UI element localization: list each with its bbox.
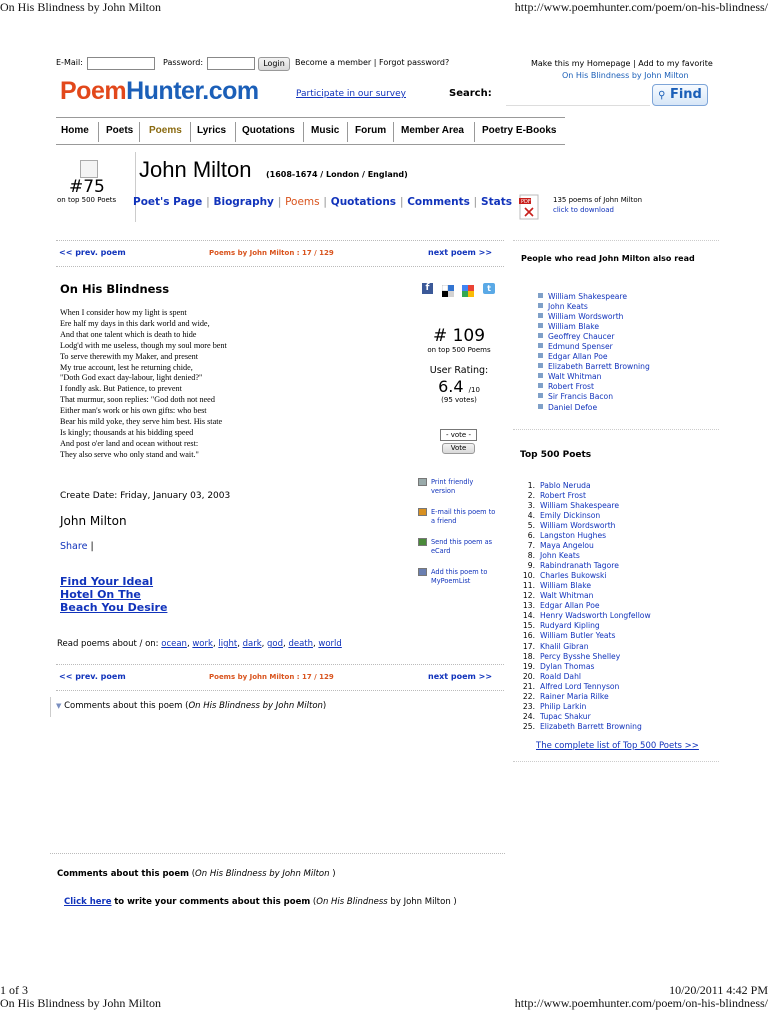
top500-heading: Top 500 Poets: [520, 450, 592, 460]
poet-rank: #75: [69, 177, 105, 197]
tool-label: Print friendly: [431, 478, 474, 486]
top500-name[interactable]: Rainer Maria Rilke: [540, 691, 609, 701]
poem-author: John Milton: [60, 514, 127, 528]
also-read-name[interactable]: Edmund Spenser: [548, 342, 613, 352]
top-right-links: Make this my Homepage | Add to my favorite: [531, 59, 713, 68]
bullet-icon: [538, 393, 543, 398]
vote-button[interactable]: Vote: [442, 443, 475, 454]
also-read-heading: People who read John Milton also read: [521, 254, 695, 263]
nav-home[interactable]: Home: [61, 125, 89, 136]
poet-details: (1608-1674 / London / England): [266, 170, 408, 179]
rank-number: 25.: [522, 721, 535, 731]
top500-name[interactable]: William Butler Yeats: [540, 631, 616, 641]
become-member-link[interactable]: Become a member: [295, 58, 372, 67]
poet-photo-placeholder: [80, 160, 98, 178]
top500-item[interactable]: [511, 571, 651, 581]
nav-poetry-ebooks[interactable]: Poetry E-Books: [482, 125, 557, 136]
divider: [56, 240, 504, 241]
poem-line: When I consider how my light is spent: [60, 308, 187, 317]
poem-rank: # 109: [432, 326, 486, 346]
top500-name[interactable]: Percy Bysshe Shelley: [540, 651, 621, 661]
login-button[interactable]: Login: [258, 57, 290, 71]
tab-comments[interactable]: Comments: [407, 196, 470, 208]
poem-line: I fondly ask. But Patience, to prevent: [60, 384, 182, 394]
top500-item[interactable]: [511, 722, 651, 732]
divider: [50, 853, 505, 854]
share-link[interactable]: Share: [60, 541, 88, 552]
tag-link-dark[interactable]: dark: [242, 639, 262, 649]
tab-stats[interactable]: Stats: [481, 196, 512, 208]
divider: [56, 664, 504, 665]
top500-name[interactable]: Rabindranath Tagore: [540, 561, 619, 571]
bullet-icon: [538, 323, 543, 328]
tag-link-ocean[interactable]: ocean: [161, 639, 187, 649]
tag-link-work[interactable]: work: [192, 639, 213, 649]
print-footer-url: http://www.poemhunter.com/poem/on-his-blindness/: [514, 996, 768, 1010]
nav-lyrics[interactable]: Lyrics: [197, 125, 227, 136]
top500-item[interactable]: [511, 491, 651, 501]
poem-line: "Doth God exact day-labour, light denied?": [60, 373, 203, 383]
rating-value: 6.4: [438, 377, 464, 396]
bullet-icon: [538, 343, 543, 348]
email-field[interactable]: [87, 57, 155, 70]
twitter-icon[interactable]: t: [483, 283, 495, 294]
bullet-icon: [538, 333, 543, 338]
triangle-down-icon: ▼: [56, 702, 62, 710]
divider: [56, 690, 504, 691]
divider: [50, 697, 51, 717]
poem-line: Ere half my days in this dark world and wide,: [60, 318, 210, 328]
pdf-poem-count: 135 poems of John Milton: [553, 196, 643, 204]
bullet-icon: [538, 353, 543, 358]
also-read-item[interactable]: [538, 392, 650, 402]
poem-line: Bear his mild yoke, they serve him best. His state: [60, 417, 223, 427]
rank-number: 22.: [522, 691, 535, 701]
print-page-url: http://www.poemhunter.com/poem/on-his-blindness/: [514, 0, 768, 14]
top500-name[interactable]: Alfred Lord Tennyson: [540, 681, 620, 691]
rank-number: 4.: [527, 511, 535, 521]
rank-number: 11.: [522, 581, 535, 591]
search-find-button[interactable]: ⚲ Find: [652, 84, 708, 106]
top500-item[interactable]: [511, 591, 651, 601]
user-rating-label: User Rating:: [429, 365, 489, 376]
rank-number: 20.: [522, 671, 535, 681]
top500-item[interactable]: [511, 521, 651, 531]
next-poem-link[interactable]: next poem >>: [428, 248, 493, 257]
nav-poems[interactable]: Poems: [149, 125, 182, 136]
top500-name[interactable]: Dylan Thomas: [540, 661, 595, 671]
bullet-icon: [538, 404, 543, 409]
add-favorite-link[interactable]: Add to my favorite: [638, 59, 713, 68]
poem-title: On His Blindness: [60, 282, 170, 296]
printer-icon: [418, 478, 427, 486]
login-links: Become a member | Forgot password?: [295, 58, 450, 67]
tab-quotations[interactable]: Quotations: [330, 196, 397, 208]
print-datetime: 10/20/2011 4:42 PM: [669, 983, 768, 997]
forgot-password-link[interactable]: Forgot password?: [379, 58, 450, 67]
share-row: Share |: [60, 541, 94, 552]
tab-biography[interactable]: Biography: [213, 196, 274, 208]
top500-name[interactable]: Elizabeth Barrett Browning: [540, 721, 642, 731]
top500-item[interactable]: [511, 581, 651, 591]
print-page-count: 1 of 3: [0, 983, 28, 997]
tag-link-light[interactable]: light: [218, 639, 238, 649]
top500-name[interactable]: Roald Dahl: [540, 671, 582, 681]
top500-name[interactable]: Maya Angelou: [540, 541, 594, 551]
also-read-item[interactable]: [538, 332, 650, 342]
top500-item[interactable]: [511, 642, 651, 652]
bullet-icon: [538, 383, 543, 388]
password-field[interactable]: [207, 57, 255, 70]
rank-number: 19.: [522, 661, 535, 671]
poem-line: And post o'er land and ocean without rest:: [60, 438, 199, 448]
next-poem-link-bottom[interactable]: next poem >>: [428, 672, 493, 681]
bullet-icon: [538, 373, 543, 378]
top500-item[interactable]: [511, 601, 651, 611]
also-read-name[interactable]: Edgar Allan Poe: [548, 352, 608, 362]
top500-item[interactable]: [511, 662, 651, 672]
divider: [135, 152, 136, 222]
also-read-item[interactable]: [538, 403, 650, 413]
print-page-title: On His Blindness by John Milton: [0, 0, 162, 14]
prev-poem-link[interactable]: << prev. poem: [59, 248, 126, 257]
search-input[interactable]: [506, 84, 650, 106]
tool-label: Add this poem to: [431, 568, 488, 576]
top500-name[interactable]: Emily Dickinson: [540, 511, 601, 521]
poem-line: Either man's work or his own gifts: who best: [60, 406, 207, 416]
also-read-name[interactable]: Sir Francis Bacon: [548, 392, 614, 402]
top500-name[interactable]: Robert Frost: [540, 491, 586, 501]
top500-item[interactable]: [511, 652, 651, 662]
top500-item[interactable]: [511, 511, 651, 521]
top500-complete-link[interactable]: The complete list of Top 500 Poets >>: [536, 741, 699, 751]
also-read-item[interactable]: [538, 302, 650, 312]
hotel-ad-link[interactable]: Find Your Ideal Hotel On The Beach You Desire: [60, 575, 168, 614]
also-read-name[interactable]: Geoffrey Chaucer: [548, 332, 615, 342]
bullet-icon: [538, 363, 543, 368]
facebook-icon[interactable]: f: [422, 283, 433, 294]
rank-number: 17.: [522, 641, 535, 651]
comments-heading: Comments about this poem (On His Blindness by John Milton ): [57, 869, 336, 879]
rank-number: 9.: [527, 561, 535, 571]
rank-number: 6.: [527, 531, 535, 541]
nav-member-area[interactable]: Member Area: [401, 125, 464, 136]
top500-name[interactable]: John Keats: [540, 551, 580, 561]
top500-name[interactable]: William Wordsworth: [540, 521, 616, 531]
top500-name[interactable]: William Blake: [540, 581, 592, 591]
vote-count: (95 votes): [441, 396, 477, 404]
top500-item[interactable]: [511, 481, 651, 491]
top500-name[interactable]: Henry Wadsworth Longfellow: [540, 611, 651, 621]
top500-name[interactable]: Rudyard Kipling: [540, 621, 600, 631]
poet-tabs: Poet's Page | Biography | Poems | Quotations | Comments | Stats: [133, 196, 512, 208]
poem-line: My true account, lest he returning chide,: [60, 362, 193, 372]
rank-number: 21.: [522, 681, 535, 691]
header-poem-subtitle: On His Blindness by John Milton: [562, 71, 689, 80]
poet-rank-caption: on top 500 Poets: [57, 196, 117, 204]
also-read-item[interactable]: [538, 312, 650, 322]
tag-link-world[interactable]: world: [318, 639, 342, 649]
rank-number: 8.: [527, 551, 535, 561]
tool-label: Send this poem as: [431, 538, 493, 546]
rank-number: 15.: [522, 621, 535, 631]
top500-item[interactable]: [511, 712, 651, 722]
rank-number: 13.: [522, 601, 535, 611]
delicious-icon[interactable]: [442, 282, 454, 294]
survey-link[interactable]: Participate in our survey: [296, 89, 406, 99]
google-icon[interactable]: [462, 282, 474, 294]
poem-line: Lodg'd with me useless, though my soul more bent: [60, 340, 227, 350]
write-comment-link[interactable]: Click here: [64, 897, 112, 907]
top500-name[interactable]: Edgar Allan Poe: [540, 601, 600, 611]
top500-name[interactable]: Khalil Gibran: [540, 641, 589, 651]
top500-name[interactable]: William Shakespeare: [540, 501, 620, 511]
nav-quotations[interactable]: Quotations: [242, 125, 295, 136]
top500-item[interactable]: [511, 531, 651, 541]
also-read-item[interactable]: [538, 362, 650, 372]
make-homepage-link[interactable]: Make this my Homepage: [531, 59, 631, 68]
bullet-icon: [538, 293, 543, 298]
poem-line: They also serve who only stand and wait.": [60, 449, 199, 459]
poem-body: [60, 308, 227, 461]
write-comment-row: Click here to write your comments about this poem (On His Blindness by John Milton ): [64, 897, 457, 907]
top500-name[interactable]: Tupac Shakur: [540, 711, 591, 721]
tag-link-death[interactable]: death: [288, 639, 313, 649]
rank-number: 5.: [527, 521, 535, 531]
rank-number: 2.: [527, 491, 535, 501]
top500-item[interactable]: [511, 551, 651, 561]
poem-counter: Poems by John Milton : 17 / 129: [209, 249, 334, 257]
rank-number: 10.: [522, 571, 535, 581]
also-read-name[interactable]: William Blake: [548, 322, 600, 332]
poem-counter-bottom: Poems by John Milton : 17 / 129: [209, 673, 334, 681]
top500-item[interactable]: [511, 631, 651, 641]
poet-name: John Milton: [139, 157, 252, 182]
magnifier-icon: ⚲: [658, 90, 666, 101]
tool-label: version: [431, 487, 456, 495]
password-label: Password:: [163, 58, 204, 67]
add-list-icon: [418, 568, 427, 576]
tool-label: eCard: [431, 547, 451, 555]
poem-line: That murmur, soon replies: "God doth not need: [60, 395, 215, 405]
top500-item[interactable]: [511, 621, 651, 631]
rank-number: 12.: [522, 591, 535, 601]
rank-number: 18.: [522, 651, 535, 661]
tool-label: MyPoemList: [431, 577, 471, 585]
top500-item[interactable]: [511, 561, 651, 571]
rank-number: 24.: [522, 711, 535, 721]
pdf-icon[interactable]: [519, 194, 539, 220]
svg-text:PDF: PDF: [521, 199, 531, 205]
also-read-name[interactable]: Daniel Defoe: [548, 402, 598, 412]
also-read-name[interactable]: Walt Whitman: [548, 372, 602, 382]
top500-name[interactable]: Walt Whitman: [540, 591, 594, 601]
poem-rank-box: # 109 on top 500 Poems User Rating: 6.4 /10 (95 votes): [414, 326, 504, 404]
poem-tags: Read poems about / on: ocean, work, light, dark, god, death, world: [57, 639, 342, 649]
top500-item[interactable]: [511, 672, 651, 682]
create-date: Create Date: Friday, January 03, 2003: [60, 491, 231, 501]
rank-number: 16.: [522, 631, 535, 641]
also-read-item[interactable]: [538, 372, 650, 382]
also-read-name[interactable]: William Wordsworth: [548, 312, 624, 322]
rank-number: 23.: [522, 701, 535, 711]
email-label: E-Mail:: [56, 58, 83, 67]
also-read-name[interactable]: William Shakespeare: [548, 292, 628, 301]
also-read-item[interactable]: [538, 322, 650, 332]
poem-line: To serve therewith my Maker, and present: [60, 351, 199, 361]
nav-forum[interactable]: Forum: [355, 125, 387, 136]
ecard-icon: [418, 538, 427, 546]
also-read-name[interactable]: Elizabeth Barrett Browning: [548, 362, 650, 372]
top500-name[interactable]: Pablo Neruda: [540, 481, 591, 490]
bullet-icon: [538, 303, 543, 308]
poem-line: And that one talent which is death to hide: [60, 329, 197, 339]
main-nav: [56, 117, 565, 145]
top500-item[interactable]: [511, 682, 651, 692]
tag-link-god[interactable]: god: [267, 639, 284, 649]
email-icon: [418, 508, 427, 516]
rank-number: 1.: [527, 481, 535, 490]
top500-list: [511, 481, 651, 732]
search-label: Search:: [449, 88, 492, 99]
also-read-item[interactable]: [538, 382, 650, 392]
also-read-name[interactable]: John Keats: [548, 302, 588, 312]
nav-music[interactable]: Music: [311, 125, 340, 136]
top500-name[interactable]: Philip Larkin: [540, 701, 587, 711]
rank-number: 3.: [527, 501, 535, 511]
divider: [56, 266, 504, 267]
also-read-item[interactable]: [538, 352, 650, 362]
rank-number: 14.: [522, 611, 535, 621]
top500-item[interactable]: [511, 692, 651, 702]
tool-label: a friend: [431, 517, 457, 525]
pdf-download-link[interactable]: click to download: [553, 206, 614, 214]
rank-number: 7.: [527, 541, 535, 551]
top500-item[interactable]: [511, 702, 651, 712]
print-footer-title: On His Blindness by John Milton: [0, 996, 162, 1010]
top500-item[interactable]: [511, 611, 651, 621]
tab-poets-page[interactable]: Poet's Page: [133, 196, 203, 208]
nav-poets[interactable]: Poets: [106, 125, 134, 136]
top500-item[interactable]: [511, 501, 651, 511]
top500-name[interactable]: Langston Hughes: [540, 531, 607, 541]
comments-toggle[interactable]: ▼ Comments about this poem (On His Blindness by John Milton): [56, 701, 327, 711]
also-read-item[interactable]: [538, 342, 650, 352]
also-read-list: [538, 292, 650, 413]
site-logo[interactable]: PoemHunter.com: [60, 77, 259, 105]
also-read-item[interactable]: [538, 292, 650, 302]
prev-poem-link-bottom[interactable]: << prev. poem: [59, 672, 126, 681]
tool-label: E-mail this poem to: [431, 508, 496, 516]
also-read-name[interactable]: Robert Frost: [548, 382, 594, 392]
poem-line: Is kingly; thousands at his bidding speed: [60, 427, 194, 437]
bullet-icon: [538, 313, 543, 318]
top500-name[interactable]: Charles Bukowski: [540, 571, 607, 581]
tab-poems[interactable]: Poems: [285, 196, 320, 208]
vote-select[interactable]: - vote -: [440, 429, 477, 441]
poem-rank-caption: on top 500 Poems: [427, 346, 491, 354]
top500-item[interactable]: [511, 541, 651, 551]
